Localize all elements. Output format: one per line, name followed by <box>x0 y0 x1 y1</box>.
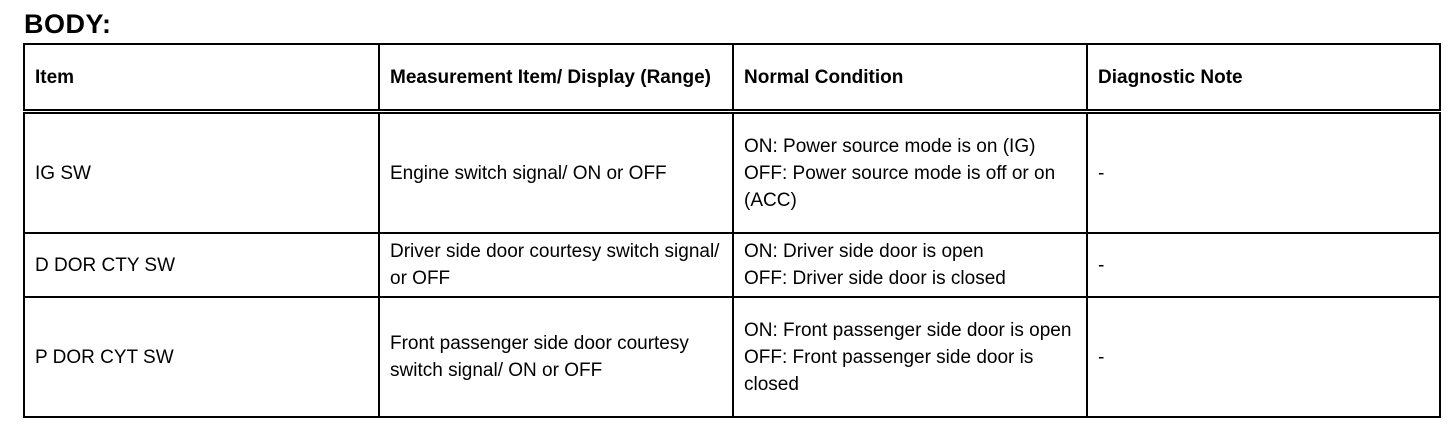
cell-measurement: Front passenger side door courtesy switch signal/ ON or OFF <box>379 297 733 417</box>
cell-item: D DOR CTY SW <box>24 233 379 297</box>
body-data-table <box>23 43 1441 418</box>
table-row <box>24 233 1440 297</box>
cell-normal-condition <box>733 112 1087 234</box>
cell-measurement: Driver side door courtesy switch signal/ or OFF <box>379 233 733 297</box>
section-title: BODY: <box>24 9 112 39</box>
cell-diagnostic-note: - <box>1087 112 1440 234</box>
cell-item: IG SW <box>24 112 379 234</box>
table-header-row <box>24 44 1440 112</box>
table-row <box>24 297 1440 417</box>
column-header-measurement: Measurement Item/ Display (Range) <box>379 44 733 112</box>
normal-on-text: ON: Driver side door is open <box>744 241 984 262</box>
column-header-diagnostic-note: Diagnostic Note <box>1087 44 1440 112</box>
normal-off-text: OFF: Power source mode is off or on (ACC) <box>744 162 1056 211</box>
cell-diagnostic-note: - <box>1087 233 1440 297</box>
cell-normal-condition <box>733 297 1087 417</box>
normal-on-text: ON: Power source mode is on (IG) <box>744 135 1036 157</box>
column-header-item: Item <box>24 44 379 112</box>
normal-off-text: OFF: Front passenger side door is closed <box>744 346 1034 395</box>
table-row <box>24 112 1440 234</box>
cell-normal-condition <box>733 233 1087 297</box>
column-header-normal-condition: Normal Condition <box>733 44 1087 112</box>
cell-measurement: Engine switch signal/ ON or OFF <box>379 112 733 234</box>
normal-off-text: OFF: Driver side door is closed <box>744 268 1006 289</box>
normal-on-text: ON: Front passenger side door is open <box>744 319 1072 341</box>
cell-item: P DOR CYT SW <box>24 297 379 417</box>
cell-diagnostic-note: - <box>1087 297 1440 417</box>
